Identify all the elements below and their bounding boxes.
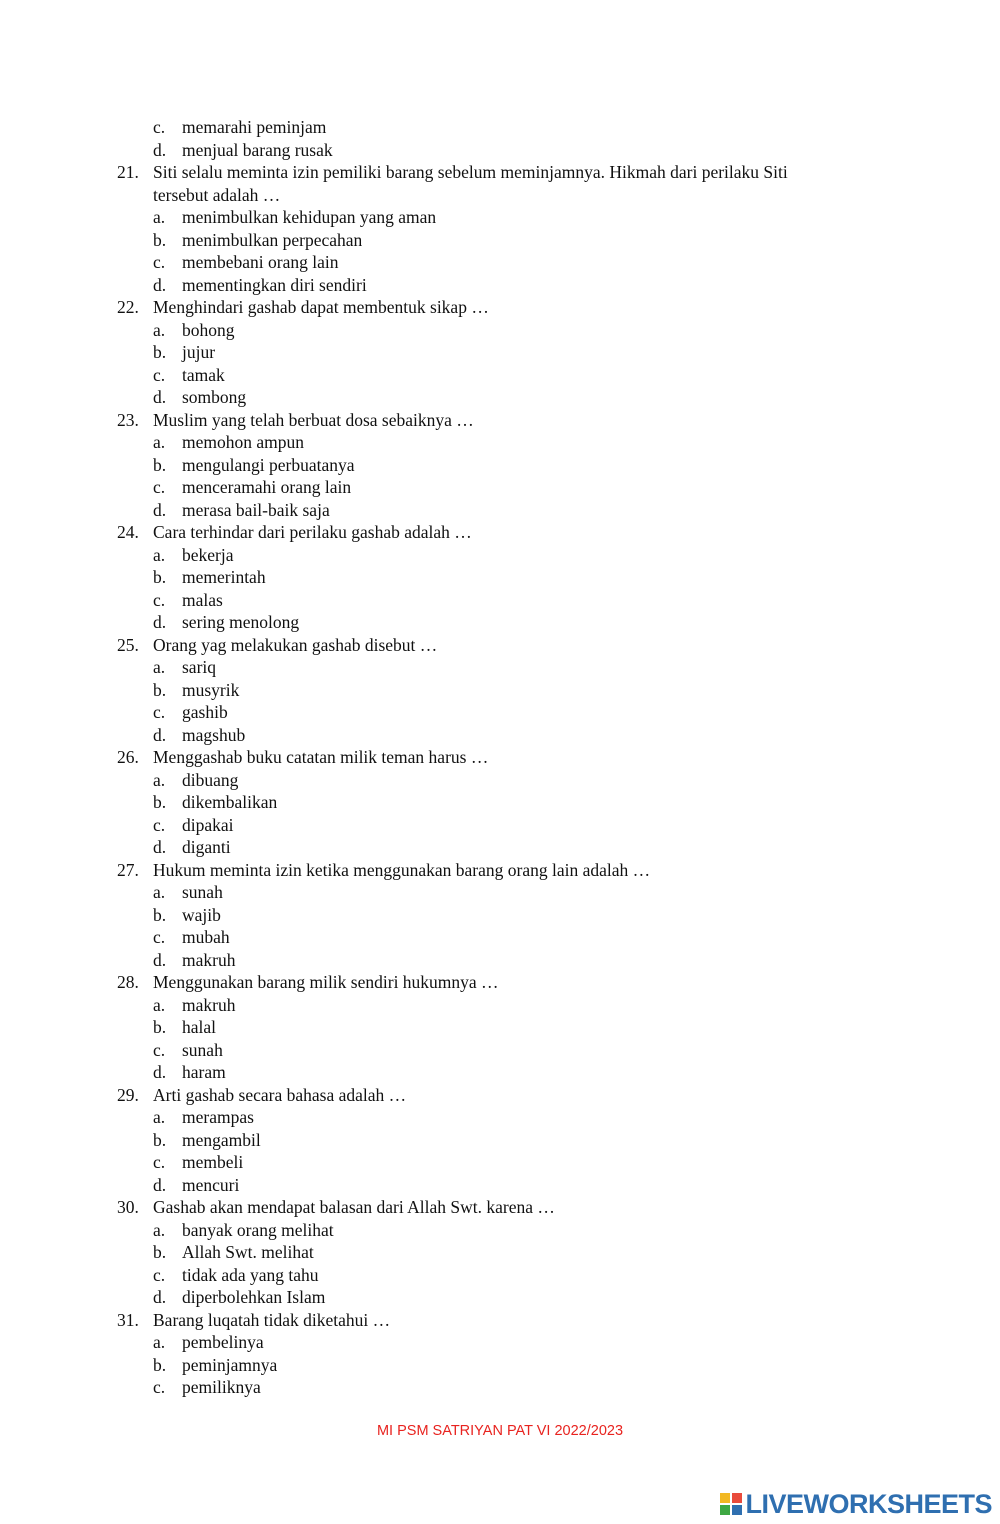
option-letter: b. [153, 1129, 167, 1150]
option-text: mencuri [182, 1174, 240, 1195]
option-letter: a. [153, 882, 166, 902]
option-text: bohong [182, 319, 235, 340]
option[interactable] [0, 926, 1000, 949]
option-text: dikembalikan [182, 792, 278, 812]
option[interactable] [0, 139, 1000, 162]
option[interactable] [0, 994, 1000, 1017]
question-number: 29. [117, 1084, 139, 1105]
option-letter: b. [153, 342, 167, 362]
option-letter: a. [153, 657, 166, 677]
option-letter: a. [153, 544, 166, 565]
option[interactable] [0, 1219, 1000, 1242]
option-letter: b. [153, 792, 167, 812]
option-letter: a. [153, 1107, 166, 1127]
question-number: 25. [117, 634, 139, 655]
question-text: Arti gashab secara bahasa adalah … [153, 1084, 407, 1105]
footer-text: MI PSM SATRIYAN PAT VI 2022/2023 [376, 1423, 624, 1439]
question [0, 409, 1000, 522]
option-text: musyrik [182, 679, 240, 700]
option-text: makruh [182, 949, 236, 970]
option-text: mementingkan diri sendiri [182, 274, 367, 295]
option[interactable] [0, 364, 1000, 387]
option[interactable] [0, 116, 1000, 139]
option[interactable] [0, 904, 1000, 927]
option-text: dipakai [182, 814, 234, 835]
option[interactable] [0, 1264, 1000, 1287]
option-text: gashib [182, 702, 228, 722]
option-text: pembelinya [182, 1332, 264, 1352]
option-text: halal [182, 1017, 217, 1037]
option-letter: c. [153, 117, 166, 137]
option-text: mubah [182, 927, 230, 947]
option[interactable] [0, 1286, 1000, 1309]
question-stem [0, 1196, 1000, 1219]
option-letter: c. [153, 1377, 166, 1397]
question-text: tersebut adalah … [153, 184, 281, 205]
liveworksheets-logo-icon [720, 1493, 742, 1515]
option[interactable] [0, 499, 1000, 522]
option-letter: d. [153, 1062, 167, 1082]
option-letter: c. [153, 1152, 166, 1172]
option-text: mengambil [182, 1129, 261, 1150]
question [0, 296, 1000, 409]
option[interactable] [0, 319, 1000, 342]
question-stem [0, 971, 1000, 994]
option-text: diganti [182, 837, 231, 857]
option-text: banyak orang melihat [182, 1219, 334, 1240]
option-text: sariq [182, 657, 217, 677]
option-letter: d. [153, 724, 167, 745]
option[interactable] [0, 544, 1000, 567]
question-number: 22. [117, 297, 139, 317]
option[interactable] [0, 274, 1000, 297]
option[interactable] [0, 611, 1000, 634]
question [0, 1196, 1000, 1309]
option[interactable] [0, 791, 1000, 814]
option-text: wajib [182, 904, 221, 925]
question-text: Gashab akan mendapat balasan dari Allah Swt. karena … [153, 1197, 555, 1217]
option-text: sering menolong [182, 612, 300, 632]
option-letter: a. [153, 207, 166, 227]
option-letter: b. [153, 1017, 167, 1037]
question-text: Menggashab buku catatan milik teman harus … [153, 747, 489, 767]
option-text: menceramahi orang lain [182, 477, 352, 497]
question-stem [0, 1084, 1000, 1107]
option-letter: d. [153, 612, 167, 632]
option-letter: a. [153, 1219, 166, 1240]
option-text: memohon ampun [182, 432, 304, 452]
question-stem [0, 859, 1000, 882]
question [0, 746, 1000, 859]
option-text: pemiliknya [182, 1377, 261, 1397]
option-text: makruh [182, 994, 236, 1015]
option-text: membeli [182, 1152, 244, 1172]
option[interactable] [0, 1174, 1000, 1197]
question-stem-continued [0, 184, 1000, 207]
option[interactable] [0, 476, 1000, 499]
option-text: sunah [182, 1039, 223, 1060]
option-letter: b. [153, 1242, 167, 1262]
question-stem [0, 746, 1000, 769]
option-text: memerintah [182, 567, 266, 587]
option[interactable] [0, 814, 1000, 837]
question-stem [0, 1309, 1000, 1332]
option-text: menjual barang rusak [182, 139, 333, 160]
option[interactable] [0, 1241, 1000, 1264]
option[interactable] [0, 341, 1000, 364]
question [0, 521, 1000, 634]
option-text: bekerja [182, 544, 234, 565]
option[interactable] [0, 1354, 1000, 1377]
option-letter: a. [153, 1332, 166, 1352]
question-text: Muslim yang telah berbuat dosa sebaiknya … [153, 409, 474, 430]
question [0, 859, 1000, 972]
option[interactable] [0, 1376, 1000, 1399]
option-letter: b. [153, 229, 167, 250]
option-text: merampas [182, 1107, 254, 1127]
question-text: Menghindari gashab dapat membentuk sikap … [153, 297, 489, 317]
option-letter: a. [153, 432, 166, 452]
question [0, 634, 1000, 747]
question-number: 31. [117, 1309, 139, 1330]
option-letter: d. [153, 1174, 167, 1195]
option-letter: a. [153, 769, 166, 790]
question-number: 30. [117, 1197, 139, 1217]
option-text: tidak ada yang tahu [182, 1264, 319, 1285]
option-text: magshub [182, 724, 246, 745]
option-letter: d. [153, 274, 167, 295]
option-letter: a. [153, 319, 166, 340]
option[interactable] [0, 589, 1000, 612]
question-text: Menggunakan barang milik sendiri hukumnya … [153, 972, 499, 992]
option-letter: b. [153, 904, 167, 925]
option[interactable] [0, 656, 1000, 679]
option[interactable] [0, 769, 1000, 792]
option-text: haram [182, 1062, 226, 1082]
question-stem [0, 634, 1000, 657]
option[interactable] [0, 1016, 1000, 1039]
option-letter: d. [153, 139, 167, 160]
option[interactable] [0, 206, 1000, 229]
option-letter: c. [153, 814, 166, 835]
worksheet [0, 116, 1000, 1399]
question-number: 24. [117, 522, 139, 542]
question-stem [0, 409, 1000, 432]
question-text: Siti selalu meminta izin pemiliki barang sebelum meminjamnya. Hikmah dari perilaku Siti [153, 162, 788, 182]
option-text: memarahi peminjam [182, 117, 327, 137]
option[interactable] [0, 949, 1000, 972]
option-letter: d. [153, 387, 167, 407]
option-letter: a. [153, 994, 166, 1015]
option-text: menimbulkan kehidupan yang aman [182, 207, 437, 227]
option[interactable] [0, 1061, 1000, 1084]
question-stem [0, 296, 1000, 319]
option-text: dibuang [182, 769, 239, 790]
option[interactable] [0, 1129, 1000, 1152]
option-letter: c. [153, 1264, 166, 1285]
option[interactable] [0, 1106, 1000, 1129]
option-letter: c. [153, 252, 166, 272]
question-text: Hukum meminta izin ketika menggunakan barang orang lain adalah … [153, 859, 651, 880]
option-letter: b. [153, 567, 167, 587]
option[interactable] [0, 679, 1000, 702]
option[interactable] [0, 1331, 1000, 1354]
option[interactable] [0, 881, 1000, 904]
option[interactable] [0, 251, 1000, 274]
option-letter: b. [153, 1354, 167, 1375]
option-letter: c. [153, 589, 166, 610]
option[interactable] [0, 431, 1000, 454]
option-text: malas [182, 589, 223, 610]
option-letter: b. [153, 454, 167, 475]
question-text: Barang luqatah tidak diketahui … [153, 1309, 391, 1330]
option-letter: c. [153, 927, 166, 947]
option-text: merasa bail-baik saja [182, 499, 330, 520]
option-letter: c. [153, 1039, 166, 1060]
option-text: Allah Swt. melihat [182, 1242, 314, 1262]
option-text: mengulangi perbuatanya [182, 454, 355, 475]
question-stem [0, 161, 1000, 184]
option-text: jujur [182, 342, 216, 362]
option-letter: d. [153, 837, 167, 857]
option-letter: c. [153, 477, 166, 497]
option[interactable] [0, 566, 1000, 589]
question-stem [0, 521, 1000, 544]
option-text: diperbolehkan Islam [182, 1287, 326, 1307]
option-text: tamak [182, 364, 225, 385]
option[interactable] [0, 386, 1000, 409]
question [0, 1309, 1000, 1399]
option[interactable] [0, 724, 1000, 747]
question-number: 26. [117, 747, 139, 767]
option-letter: b. [153, 679, 167, 700]
option[interactable] [0, 454, 1000, 477]
question-text: Cara terhindar dari perilaku gashab adalah … [153, 522, 472, 542]
question-text: Orang yag melakukan gashab disebut … [153, 634, 438, 655]
option[interactable] [0, 1151, 1000, 1174]
option[interactable] [0, 229, 1000, 252]
option-text: peminjamnya [182, 1354, 278, 1375]
option-letter: d. [153, 499, 167, 520]
option[interactable] [0, 836, 1000, 859]
option-letter: d. [153, 949, 167, 970]
option-letter: d. [153, 1287, 167, 1307]
question-number: 23. [117, 409, 139, 430]
question-number: 21. [117, 162, 139, 182]
option-text: menimbulkan perpecahan [182, 229, 363, 250]
brand-name: LIVEWORKSHEETS [745, 1488, 992, 1519]
option-letter: c. [153, 702, 166, 722]
liveworksheets-brand[interactable] [720, 1489, 992, 1519]
option[interactable] [0, 701, 1000, 724]
question-number: 28. [117, 972, 139, 992]
question [0, 1084, 1000, 1197]
option-text: membebani orang lain [182, 252, 339, 272]
option-letter: c. [153, 364, 166, 385]
question [0, 161, 1000, 296]
option-text: sombong [182, 387, 247, 407]
option[interactable] [0, 1039, 1000, 1062]
question [0, 971, 1000, 1084]
question-number: 27. [117, 859, 139, 880]
option-text: sunah [182, 882, 223, 902]
